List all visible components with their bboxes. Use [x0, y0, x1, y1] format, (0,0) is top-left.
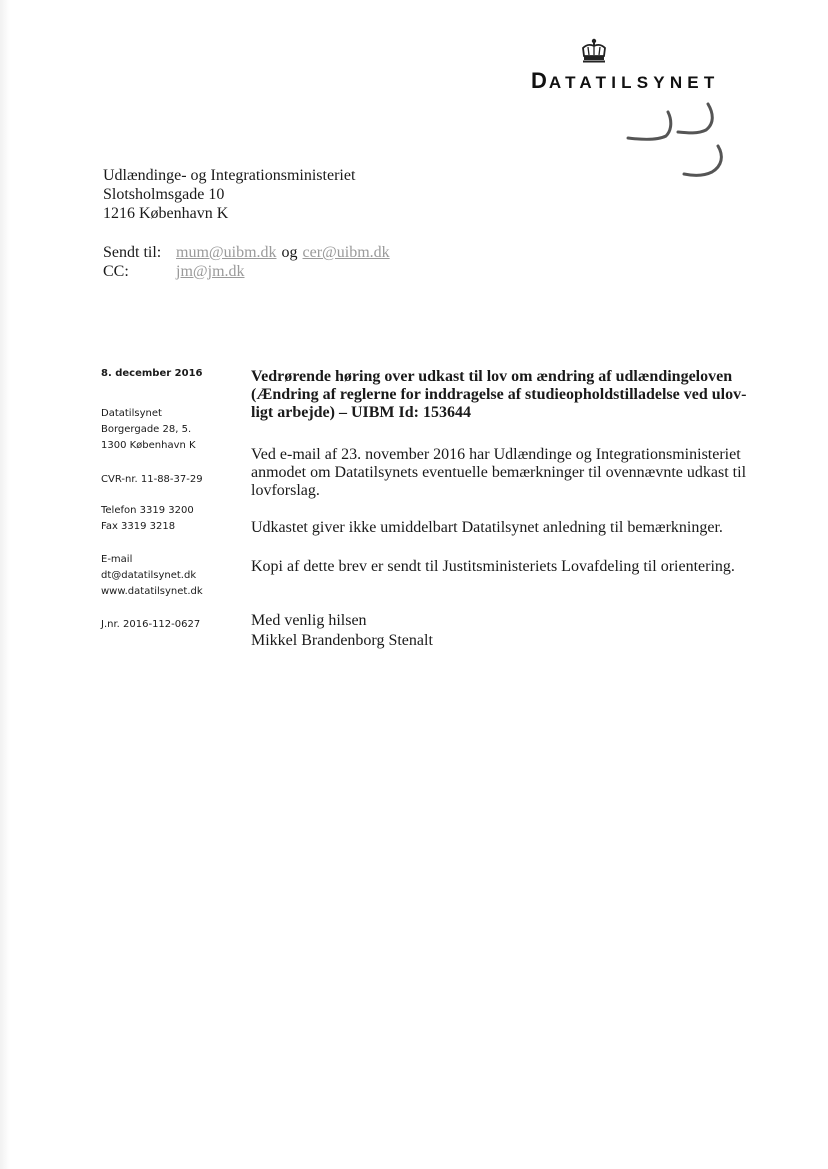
send-to-row — [103, 243, 390, 262]
recipient-line: Slotsholmsgade 10 — [103, 186, 225, 203]
sender-fax: Fax 3319 3218 — [101, 521, 176, 532]
body-paragraph-1 — [251, 446, 771, 500]
letter-date: 8. december 2016 — [101, 368, 203, 379]
subject-line: Vedrørende høring over udkast til lov om ændring af udlændingeloven — [251, 368, 733, 385]
sender-city: 1300 København K — [101, 440, 196, 451]
email-link[interactable]: jm@jm.dk — [176, 263, 245, 280]
email-joiner: og — [281, 244, 298, 261]
sender-org: Datatilsynet — [101, 408, 162, 419]
cc-label: CC: — [103, 263, 129, 280]
subject-line: ligt arbejde) – UIBM Id: 153644 — [251, 404, 471, 421]
closing-salutation: Med venlig hilsen — [251, 612, 367, 629]
datatilsynet-logo — [531, 70, 719, 92]
scan-edge — [0, 0, 10, 1169]
paragraph-line: anmodet om Datatilsynets eventuelle bemærkninger til ovennævnte udkast til — [251, 464, 747, 481]
paragraph-line: Ved e-mail af 23. november 2016 har Udlændinge og Integrationsministeriet — [251, 446, 741, 463]
sender-email-label: E-mail — [101, 554, 133, 565]
recipient-line: 1216 København K — [103, 205, 229, 222]
distribution-block — [103, 243, 390, 281]
sender-phone: Telefon 3319 3200 — [101, 505, 194, 516]
sender-website[interactable]: www.datatilsynet.dk — [101, 586, 203, 597]
email-link[interactable]: mum@uibm.dk — [176, 244, 277, 261]
recipient-line: Udlændinge- og Integrationsministeriet — [103, 167, 356, 184]
crown-logo — [580, 38, 608, 64]
letter-subject — [251, 368, 771, 422]
sender-email[interactable]: dt@datatilsynet.dk — [101, 570, 197, 581]
sender-street: Borgergade 28, 5. — [101, 424, 192, 435]
recipient-address — [103, 166, 355, 223]
body-paragraph-3: Kopi af dette brev er sendt til Justitsministeriets Lovafdeling til orientering. — [251, 558, 735, 575]
body-paragraph-2: Udkastet giver ikke umiddelbart Datatilsynet anledning til bemærkninger. — [251, 519, 723, 536]
cc-row — [103, 262, 390, 281]
signer-name: Mikkel Brandenborg Stenalt — [251, 632, 433, 649]
send-to-label: Sendt til: — [103, 244, 162, 261]
paragraph-line: lovforslag. — [251, 482, 320, 499]
journal-number: J.nr. 2016-112-0627 — [101, 619, 201, 630]
sender-cvr: CVR-nr. 11-88-37-29 — [101, 474, 203, 485]
logo-rest: ATATILSYNET — [548, 73, 720, 92]
logo-initial: D — [531, 68, 549, 93]
subject-line: (Ændring af reglerne for inddragelse af studieopholdstilladelse ved ulov- — [251, 386, 747, 403]
email-link[interactable]: cer@uibm.dk — [302, 244, 390, 261]
signature-scribble — [620, 100, 735, 185]
